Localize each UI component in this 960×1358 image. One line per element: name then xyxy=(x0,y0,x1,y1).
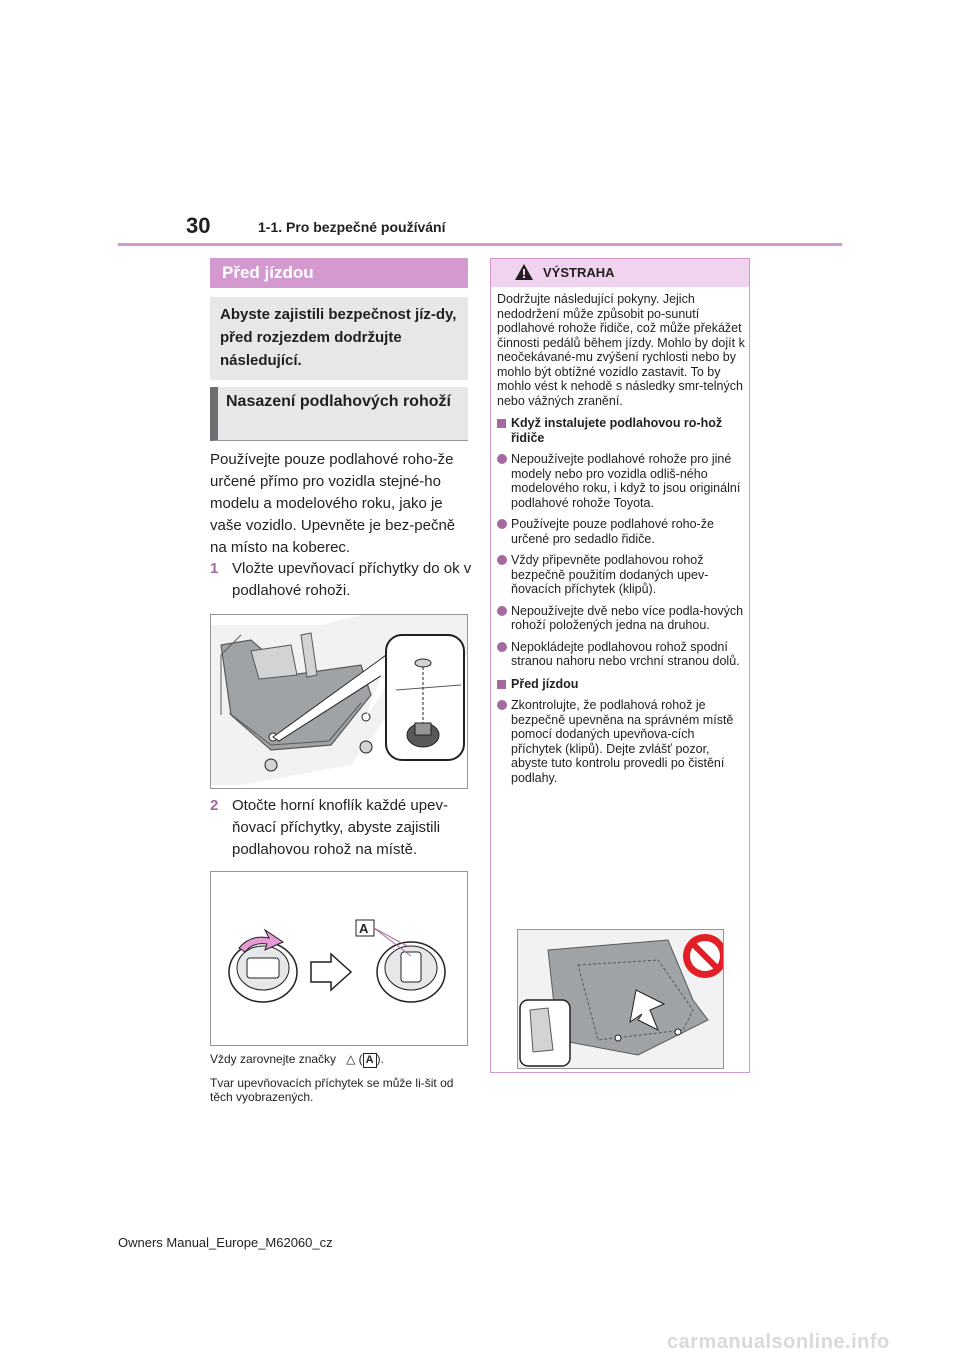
bullet-item: Nepokládejte podlahovou rohož spodní stranou nahoru nebo vrchní stranou dolů. xyxy=(497,640,745,669)
header-divider xyxy=(118,243,842,246)
bullet-item: Vždy připevněte podlahovou rohož bezpečně použitím dodaných upev-ňovacích příchytek (klipů). xyxy=(497,553,745,597)
prohibited-mat-illustration xyxy=(517,929,724,1069)
caption-text: Vždy zarovnejte značky xyxy=(210,1052,337,1066)
section-title: 1-1. Pro bezpečné používání xyxy=(258,219,446,235)
bullet-icon xyxy=(497,454,507,464)
label-a-box: A xyxy=(363,1053,377,1068)
warning-header xyxy=(491,259,749,287)
body-paragraph: Používejte pouze podlahové roho-že určené přímo pro vozidla stejné-ho modelu a modelového roku, jako je vaše vozidlo. Upevněte je bez-pečně na místo na koberec. xyxy=(210,451,456,556)
step-number: 1 xyxy=(210,560,219,577)
page-number: 30 xyxy=(186,213,211,238)
caption-end: ). xyxy=(376,1052,384,1066)
step-text: Otočte horní knoflík každé upev-ňovací příchytky, abyste zajistili podlahovou rohož na místě. xyxy=(232,797,448,858)
triangle-mark-icon: △ ( xyxy=(339,1052,363,1066)
watermark: carmanualsonline.info xyxy=(667,1331,890,1353)
warning-box xyxy=(490,258,750,1073)
label-a: A xyxy=(359,921,369,936)
bullet-item: Nepoužívejte dvě nebo více podla-hových rohoží položených jedna na druhou. xyxy=(497,604,745,633)
warning-intro: Dodržujte následující pokyny. Jejich nedodržení může způsobit po-sunutí podlahové rohože řidiče, což může překážet činnosti pedálů během jízdy. Mohlo by dojít k neočekávané-mu zvýšení rychlosti nebo by mohlo být obtížné vozidlo zastavit. To by mohlo vést k nehodě s následky smr-telných nebo vážných zranění. xyxy=(497,292,745,408)
square-bullet-icon xyxy=(497,680,506,689)
before-driving-heading: Před jízdou xyxy=(210,258,468,288)
step-1 xyxy=(210,558,472,602)
square-bullet-icon xyxy=(497,419,506,428)
step-2 xyxy=(210,795,472,861)
bullet-icon xyxy=(497,555,507,565)
warning-title: VÝSTRAHA xyxy=(543,265,615,280)
footer-text: Owners Manual_Europe_M62060_cz xyxy=(118,1235,333,1250)
bullet-item: Nepoužívejte podlahové rohože pro jiné modely nebo pro vozidla odliš-ného modelového roku, i když to jsou originální podlahové rohože Toyota. xyxy=(497,452,745,510)
subheading: Před jízdou xyxy=(497,677,745,692)
bullet-icon xyxy=(497,700,507,710)
bullet-icon xyxy=(497,642,507,652)
bullet-item: Používejte pouze podlahové roho-že určené pro sedadlo řidiče. xyxy=(497,517,745,546)
step-text: Vložte upevňovací příchytky do ok v podlahové rohoži. xyxy=(232,560,472,599)
figure-caption xyxy=(210,1051,384,1068)
floor-mat-clip-illustration xyxy=(210,614,468,789)
clip-rotation-illustration xyxy=(210,871,468,1046)
bullet-item: Zkontrolujte, že podlahová rohož je bezpečně upevněna na správném místě pomocí dodaných upevňova-cích příchytek (klipů). Dejte zvlášť pozor, abyste tuto kontrolu provedli po čistění podlahy. xyxy=(497,698,745,785)
step-number: 2 xyxy=(210,797,219,814)
warning-icon xyxy=(515,264,533,280)
subheading: Když instalujete podlahovou ro-hož řidiče xyxy=(497,416,745,445)
bullet-icon xyxy=(497,519,507,529)
bullet-icon xyxy=(497,606,507,616)
figure-note: Tvar upevňovacích příchytek se může li-šit od těch vyobrazených. xyxy=(210,1076,454,1104)
warning-body xyxy=(497,292,745,785)
intro-box: Abyste zajistili bezpečnost jíz-dy, před rozjezdem dodržujte následující. xyxy=(210,297,468,380)
floor-mats-heading: Nasazení podlahových rohoží xyxy=(210,387,468,441)
